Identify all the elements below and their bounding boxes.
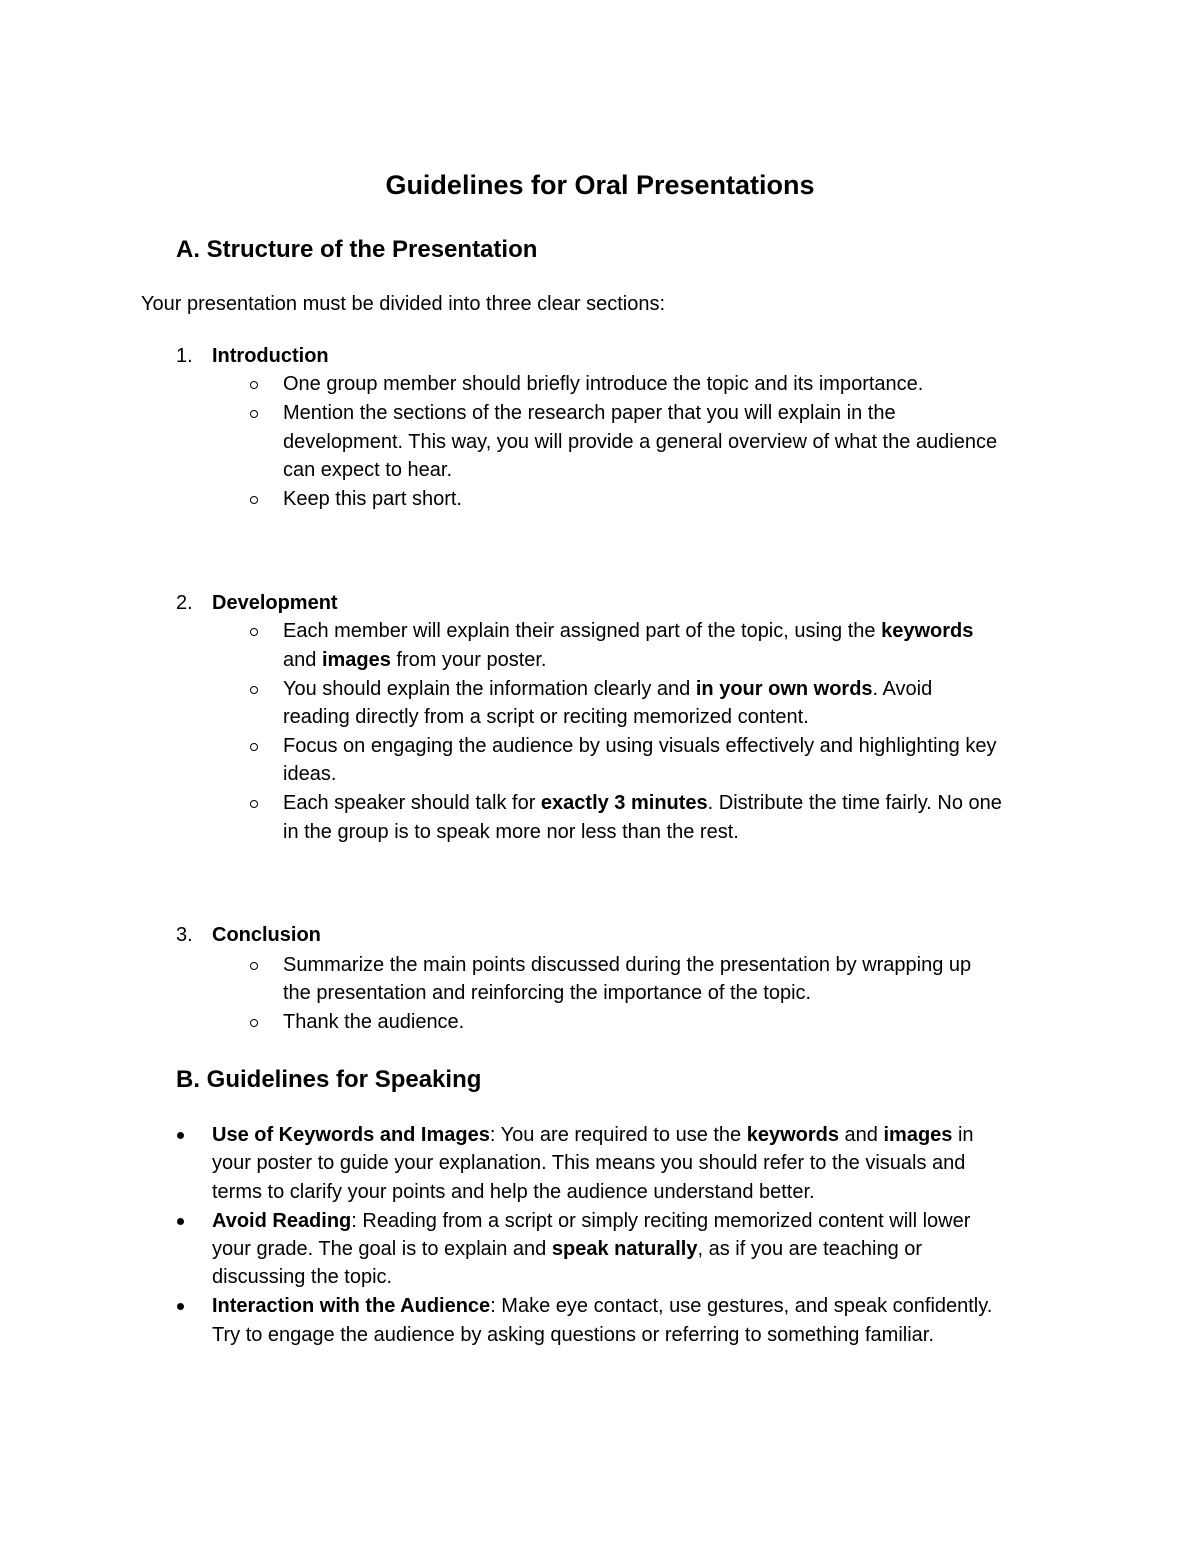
bullet-icon xyxy=(177,1218,184,1225)
hollow-bullet-icon xyxy=(250,743,258,751)
list-item-continuation xyxy=(212,1238,922,1261)
list-item-continuation: in the group is to speak more nor less than the rest. xyxy=(283,821,739,843)
list-item: Summarize the main points discussed during the presentation by wrapping up xyxy=(283,954,972,976)
hollow-bullet-icon xyxy=(250,1019,258,1027)
item-title-introduction: Introduction xyxy=(212,345,329,367)
bold-text: Avoid Reading xyxy=(212,1210,352,1232)
list-item-continuation: development. This way, you will provide a general overview of what the audience xyxy=(283,431,998,453)
list-item: Focus on engaging the audience by using visuals effectively and highlighting key xyxy=(283,735,997,757)
bullet-icon xyxy=(177,1303,184,1310)
list-item-continuation: your poster to guide your explanation. This means you should refer to the visuals and xyxy=(212,1152,966,1174)
list-item xyxy=(212,1295,992,1318)
text-run: in xyxy=(952,1124,974,1146)
list-item: Keep this part short. xyxy=(283,488,462,510)
text-run: Each speaker should talk for xyxy=(283,792,541,814)
item-title-conclusion: Conclusion xyxy=(212,924,321,946)
text-run: . Avoid xyxy=(872,678,933,700)
list-number: 2. xyxy=(176,592,193,614)
text-run: from your poster. xyxy=(390,649,547,671)
bold-text: images xyxy=(883,1124,953,1146)
list-item xyxy=(283,678,932,701)
hollow-bullet-icon xyxy=(250,800,258,808)
list-item: Thank the audience. xyxy=(283,1011,465,1033)
hollow-bullet-icon xyxy=(250,410,258,418)
list-item: One group member should briefly introduce the topic and its importance. xyxy=(283,373,924,395)
item-title-development: Development xyxy=(212,592,338,614)
text-run: , as if you are teaching or xyxy=(697,1238,923,1260)
bullet-icon xyxy=(177,1132,184,1139)
list-item-continuation: ideas. xyxy=(283,763,337,785)
bold-text: Interaction with the Audience xyxy=(212,1295,491,1317)
bold-text: Use of Keywords and Images xyxy=(212,1124,490,1146)
section-a-heading: A. Structure of the Presentation xyxy=(176,236,538,263)
hollow-bullet-icon xyxy=(250,962,258,970)
bold-text: exactly 3 minutes xyxy=(540,792,708,814)
bold-text: images xyxy=(321,649,391,671)
list-item xyxy=(283,792,1002,815)
list-item-continuation: the presentation and reinforcing the importance of the topic. xyxy=(283,982,812,1004)
list-item-continuation: Try to engage the audience by asking questions or referring to something familiar. xyxy=(212,1324,934,1346)
list-item: Mention the sections of the research paper that you will explain in the xyxy=(283,402,896,424)
list-item xyxy=(283,620,973,643)
section-b-heading: B. Guidelines for Speaking xyxy=(176,1066,482,1093)
text-run: and xyxy=(839,1124,884,1146)
page-title: Guidelines for Oral Presentations xyxy=(385,170,815,200)
text-run: Each member will explain their assigned part of the topic, using the xyxy=(283,620,882,642)
bold-text: in your own words xyxy=(695,678,873,700)
section-a-intro: Your presentation must be divided into three clear sections: xyxy=(141,293,666,315)
bold-text: speak naturally xyxy=(551,1238,698,1260)
hollow-bullet-icon xyxy=(250,628,258,636)
list-item-continuation: reading directly from a script or reciting memorized content. xyxy=(283,706,809,728)
list-item-continuation: discussing the topic. xyxy=(212,1266,393,1288)
list-item xyxy=(212,1210,970,1233)
list-number: 1. xyxy=(176,345,193,367)
list-item-continuation: terms to clarify your points and help the audience understand better. xyxy=(212,1181,815,1203)
list-item-continuation xyxy=(283,649,547,672)
list-number: 3. xyxy=(176,924,193,946)
hollow-bullet-icon xyxy=(250,381,258,389)
text-run: your grade. The goal is to explain and xyxy=(212,1238,552,1260)
list-item xyxy=(212,1124,974,1147)
text-run: : Make eye contact, use gestures, and speak confidently. xyxy=(490,1295,993,1317)
list-item-continuation: can expect to hear. xyxy=(283,459,453,481)
text-run: : Reading from a script or simply reciting memorized content will lower xyxy=(351,1210,971,1232)
text-run: and xyxy=(283,649,322,671)
text-run: . Distribute the time fairly. No one xyxy=(707,792,1002,814)
bold-text: keywords xyxy=(746,1124,839,1146)
hollow-bullet-icon xyxy=(250,686,258,694)
text-run: : You are required to use the xyxy=(489,1124,747,1146)
hollow-bullet-icon xyxy=(250,496,258,504)
bold-text: keywords xyxy=(881,620,974,642)
text-run: You should explain the information clearly and xyxy=(283,678,696,700)
